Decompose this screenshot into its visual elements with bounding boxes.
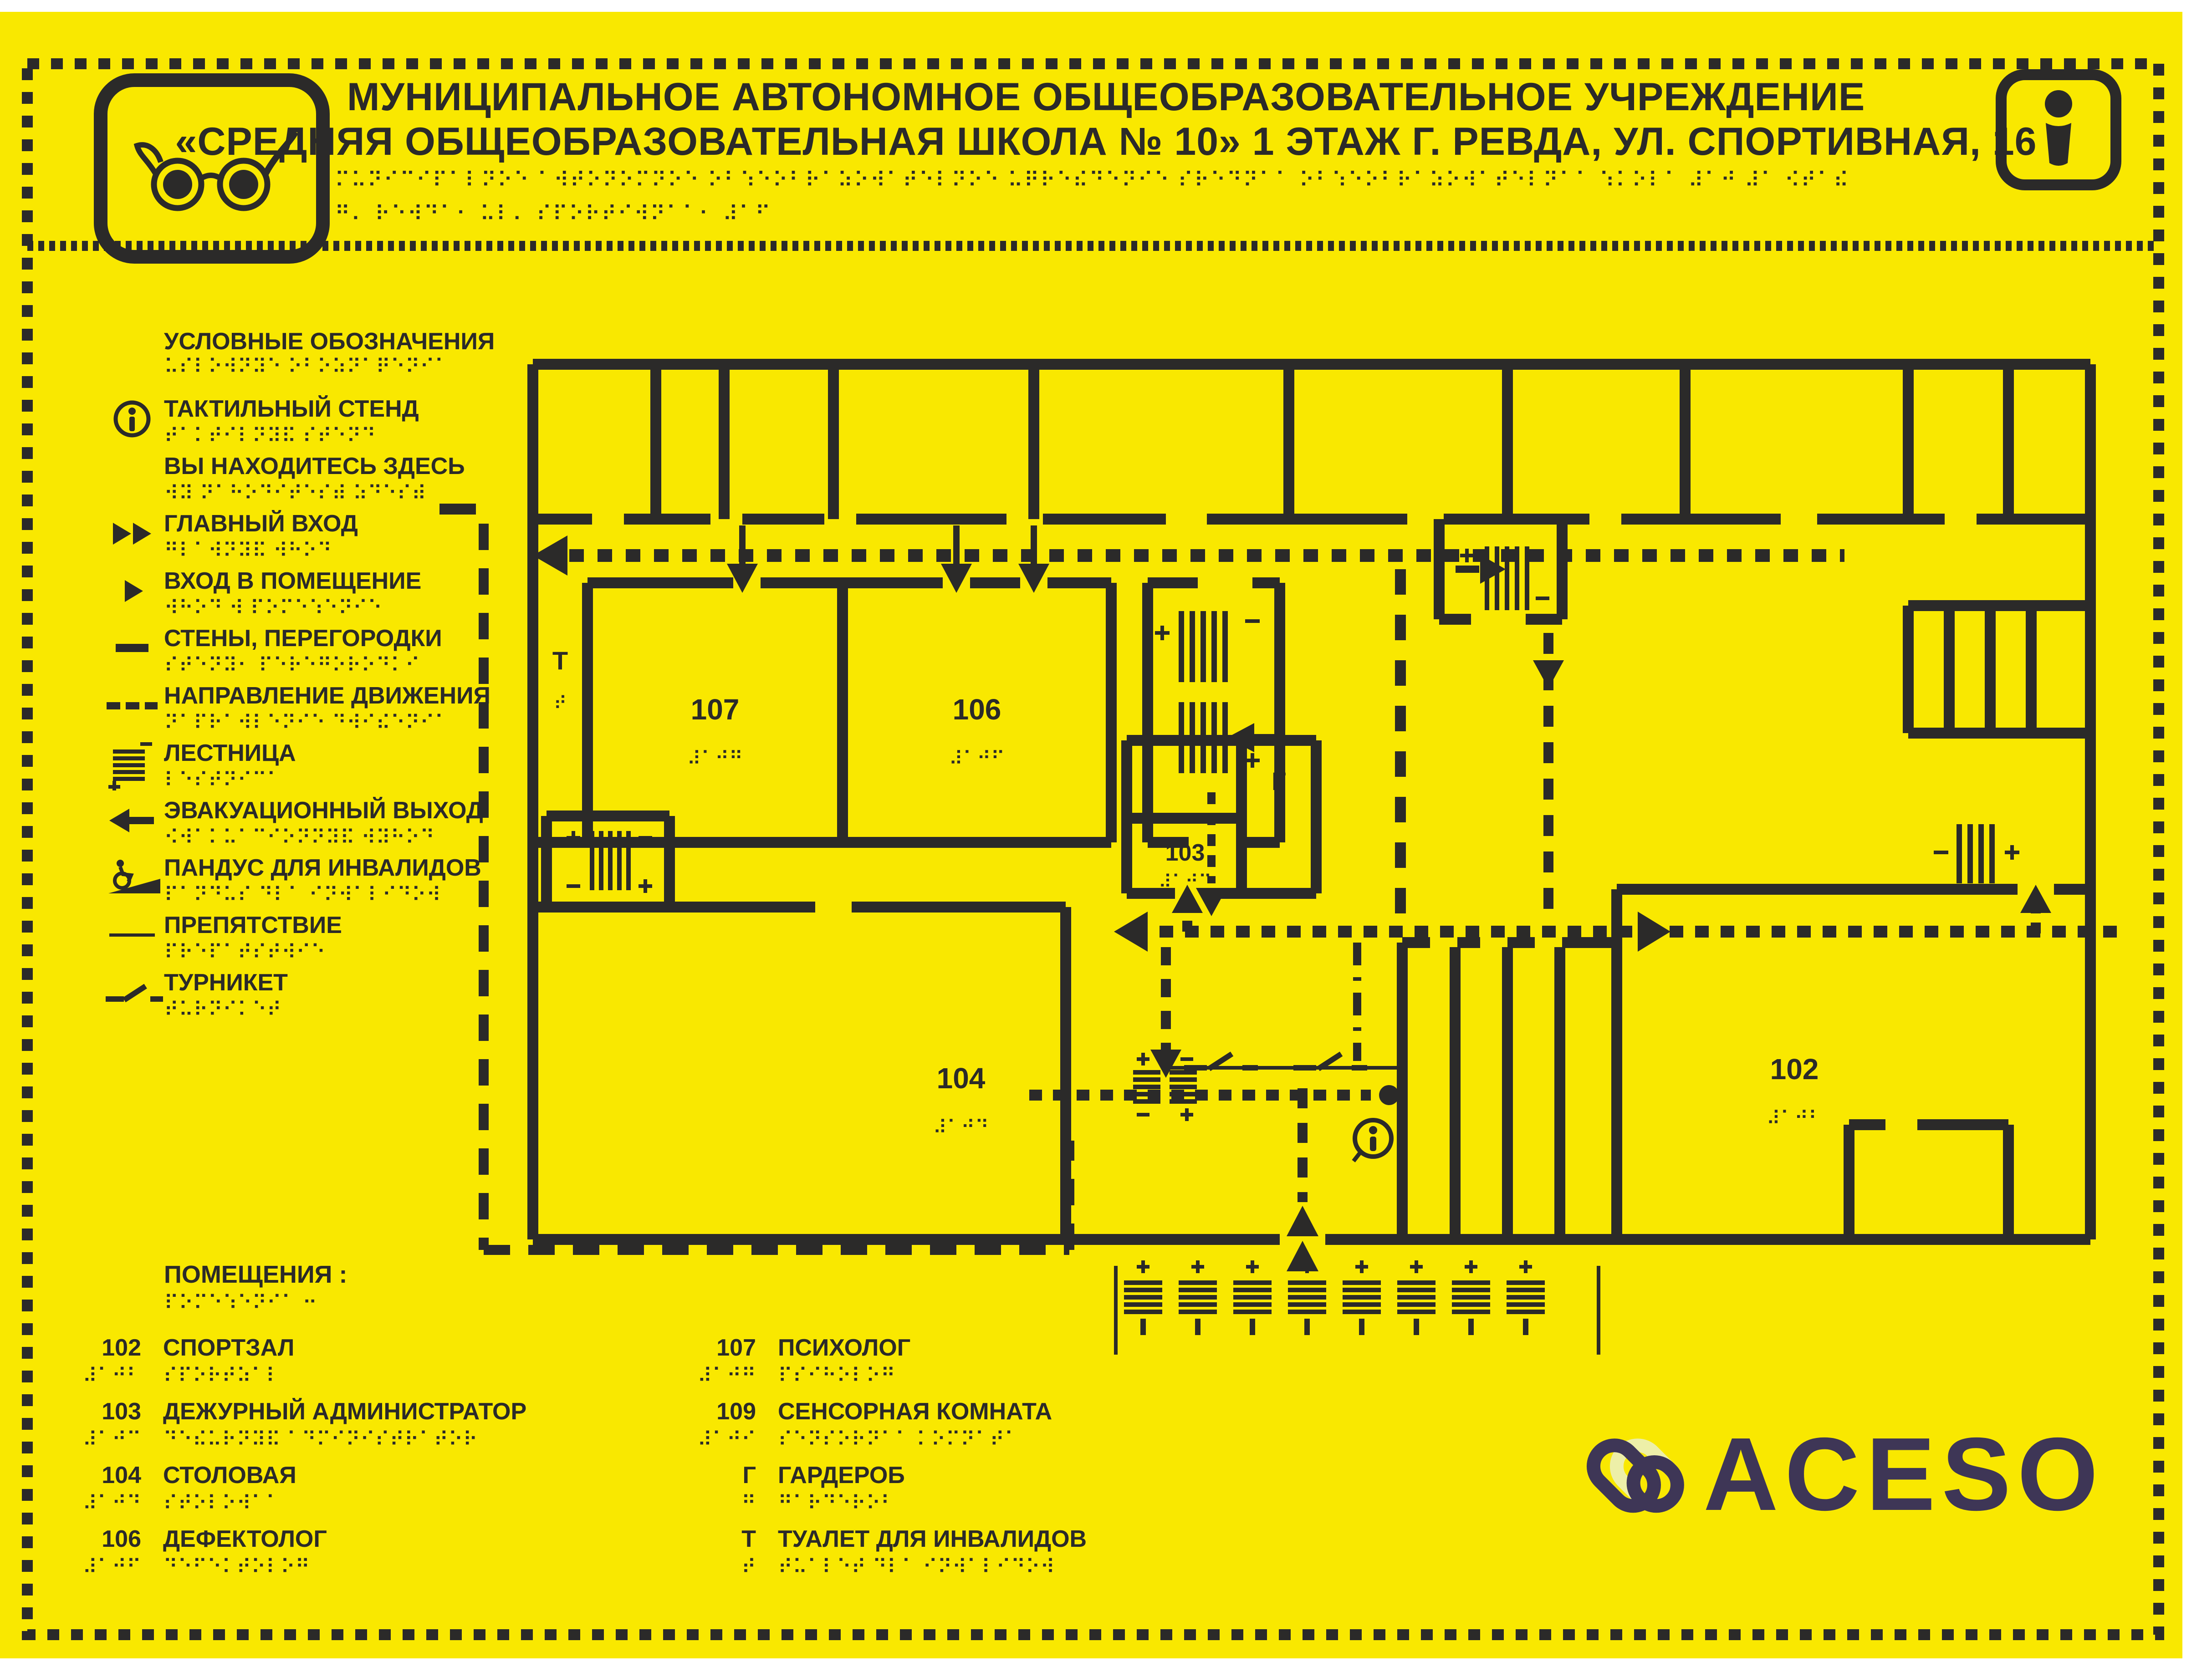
wheelchair-ramp-icon: [105, 855, 164, 901]
legend-item-stairs: ЛЕСТНИЦА ⠇⠑⠎⠞⠝⠊⠉⠁: [164, 739, 296, 792]
info-circle-icon: [105, 396, 159, 442]
room-label-104: 104: [936, 1062, 986, 1095]
list-item-garderob: Г ⠛ ГАРДЕРОБ ⠛⠁⠗⠙⠑⠗⠕⠃: [741, 1462, 905, 1515]
list-item-102: 102 ⠼⠁⠚⠃ СПОРТЗАЛ ⠎⠏⠕⠗⠞⠵⠁⠇: [82, 1335, 295, 1387]
obstacle-line-icon: [105, 913, 159, 958]
list-item-109: 109 ⠼⠁⠚⠊ СЕНСОРНАЯ КОМНАТА ⠎⠑⠝⠎⠕⠗⠝⠁⠁ ⠅⠕⠍⠝⠁⠞⠁: [697, 1398, 1052, 1451]
legend-item-main-entrance: ГЛАВНЫЙ ВХОД ⠛⠇⠁⠺⠝⠽⠯ ⠺⠓⠕⠙: [164, 510, 358, 562]
page-margin-bottom: [0, 1658, 2212, 1662]
plan-walls: [533, 364, 2090, 1239]
left-arrow-icon: [105, 798, 159, 843]
room-label-103: 103: [1165, 840, 1205, 866]
you-are-here-point: [1354, 1085, 1399, 1161]
main-entrance-triangle-1: [1287, 1206, 1318, 1236]
page-title-line1: МУНИЦИПАЛЬНОЕ АВТОНОМНОЕ ОБЩЕОБРАЗОВАТЕЛЬНОЕ УЧРЕЖДЕНИЕ: [347, 75, 1865, 119]
list-item-104: 104 ⠼⠁⠚⠙ СТОЛОВАЯ ⠎⠞⠕⠇⠕⠺⠁⠁: [82, 1462, 296, 1515]
room-list-title-braille: ⠏⠕⠍⠑⠱⠑⠝⠊⠁ ⠒: [164, 1291, 317, 1315]
entrance-steps-row: [1124, 1260, 1545, 1335]
list-item-106: 106 ⠼⠁⠚⠋ ДЕФЕКТОЛОГ ⠙⠑⠋⠑⠅⠞⠕⠇⠕⠛: [82, 1526, 327, 1579]
chain-links-icon: [1580, 1416, 1708, 1535]
legend-item-you-are-here: ВЫ НАХОДИТЕСЬ ЗДЕСЬ ⠺⠽ ⠝⠁⠓⠕⠙⠊⠞⠑⠎⠾ ⠵⠙⠑⠎⠾: [164, 453, 465, 505]
page-margin-right: [2182, 0, 2212, 1662]
triangle-icon: [105, 568, 159, 614]
list-item-107: 107 ⠼⠁⠚⠛ ПСИХОЛОГ ⠏⠎⠊⠓⠕⠇⠕⠛: [697, 1335, 911, 1387]
hall-right-arrow: [1638, 912, 1670, 952]
room-label-G: Г: [1272, 767, 1286, 795]
legend-item-direction: НАПРАВЛЕНИЕ ДВИЖЕНИЯ ⠝⠁⠏⠗⠁⠺⠇⠑⠝⠊⠑ ⠙⠺⠊⠮⠑⠝⠊⠁: [164, 682, 490, 734]
legend-item-walls: СТЕНЫ, ПЕРЕГОРОДКИ ⠎⠞⠑⠝⠽⠂ ⠏⠑⠗⠑⠛⠕⠗⠕⠙⠅⠊: [164, 625, 442, 677]
list-item-103: 103 ⠼⠁⠚⠉ ДЕЖУРНЫЙ АДМИНИСТРАТОР ⠙⠑⠮⠥⠗⠝⠽⠯ ⠁⠙⠍⠊⠝⠊⠎⠞⠗⠁⠞⠕⠗: [82, 1398, 527, 1451]
legend-item-ramp: ПАНДУС ДЛЯ ИНВАЛИДОВ ⠏⠁⠝⠙⠥⠎ ⠙⠇⠁ ⠊⠝⠺⠁⠇⠊⠙⠕⠺: [164, 854, 481, 907]
turnstile-icon: [105, 970, 164, 1015]
aceso-logo: [1580, 1412, 2105, 1539]
room-label-106: 106: [952, 693, 1001, 726]
list-item-toilet: Т ⠞ ТУАЛЕТ ДЛЯ ИНВАЛИДОВ ⠞⠥⠁⠇⠑⠞ ⠙⠇⠁ ⠊⠝⠺⠁⠇⠊⠙⠕⠺: [741, 1526, 1087, 1579]
page-margin-top: [0, 0, 2212, 12]
logo-wordmark: ACESO: [1703, 1417, 2105, 1532]
room-label-107: 107: [690, 693, 740, 726]
legend-item-tactile-stand: ТАКТИЛЬНЫЙ СТЕНД ⠞⠁⠅⠞⠊⠇⠝⠽⠯ ⠎⠞⠑⠝⠙: [164, 395, 419, 448]
hall-left-arrow: [1114, 912, 1148, 952]
svg-text:⠼⠁⠚⠙: ⠼⠁⠚⠙: [933, 1116, 989, 1138]
header-braille-line2: ⠛⠄ ⠗⠑⠺⠙⠁⠂ ⠥⠇⠄ ⠎⠏⠕⠗⠞⠊⠺⠝⠁⠁⠂ ⠼⠁⠋: [335, 201, 771, 226]
room-label-T: Т: [552, 646, 568, 675]
stair-glyphs: [567, 546, 2019, 1335]
svg-text:⠼⠁⠚⠃: ⠼⠁⠚⠃: [1766, 1107, 1823, 1129]
room-label-102: 102: [1770, 1053, 1819, 1086]
header-braille-line1: ⠍⠥⠝⠊⠉⠊⠏⠁⠇⠝⠕⠑ ⠁⠺⠞⠕⠝⠕⠍⠝⠕⠑ ⠕⠃⠱⠑⠕⠃⠗⠁⠵⠕⠺⠁⠞⠑⠇⠝⠕⠑ ⠥⠟⠗⠑⠮⠙⠑⠝⠊⠑ ⠎⠗⠑⠙⠝⠁⠁ ⠕⠃⠱⠑⠕⠃⠗⠁⠵⠕⠺⠁⠞⠑⠇⠝⠁⠁ ⠱⠅⠕⠇⠁ ⠼⠁⠚ ⠼⠁ ⠪⠞⠁⠮: [335, 168, 1850, 192]
wall-bar-icon: [105, 626, 159, 671]
svg-text:⠼⠁⠚⠛: ⠼⠁⠚⠛: [687, 747, 743, 770]
double-triangle-icon: [105, 511, 159, 556]
legend-item-evacuation-exit: ЭВАКУАЦИОННЫЙ ВЫХОД ⠪⠺⠁⠅⠥⠁⠉⠊⠕⠝⠝⠽⠯ ⠺⠽⠓⠕⠙: [164, 797, 483, 849]
legend-item-obstacle: ПРЕПЯТСТВИЕ ⠏⠗⠑⠏⠁⠞⠎⠞⠺⠊⠑: [164, 912, 342, 964]
legend-item-turnstile: ТУРНИКЕТ ⠞⠥⠗⠝⠊⠅⠑⠞: [164, 969, 288, 1021]
room-list-title: ПОМЕЩЕНИЯ :: [164, 1261, 347, 1288]
svg-text:⠞: ⠞: [553, 693, 567, 714]
svg-text:⠼⠁⠚⠉: ⠼⠁⠚⠉: [1158, 872, 1212, 892]
floor-plan: [506, 342, 2172, 1443]
right-exit-up-arrow: [2020, 885, 2051, 913]
legend-item-room-entrance: ВХОД В ПОМЕЩЕНИЕ ⠺⠓⠕⠙ ⠺ ⠏⠕⠍⠑⠱⠑⠝⠊⠑: [164, 567, 421, 620]
legend-title: УСЛОВНЫЕ ОБОЗНАЧЕНИЯ: [164, 328, 495, 355]
legend-title-braille: ⠥⠎⠇⠕⠺⠝⠽⠑ ⠕⠃⠕⠵⠝⠁⠟⠑⠝⠊⠁: [164, 355, 450, 378]
svg-text:⠛: ⠛: [1272, 815, 1286, 836]
stairs-icon: [105, 740, 159, 790]
page-title-line2: «СРЕДНЯЯ ОБЩЕОБРАЗОВАТЕЛЬНАЯ ШКОЛА № 10» 1 ЭТАЖ Г. РЕВДА, УЛ. СПОРТИВНАЯ, 16: [175, 120, 2037, 163]
room-list-title-block: [164, 1260, 347, 1315]
svg-text:⠼⠁⠚⠋: ⠼⠁⠚⠋: [949, 747, 1005, 770]
dashed-line-icon: [105, 683, 159, 729]
